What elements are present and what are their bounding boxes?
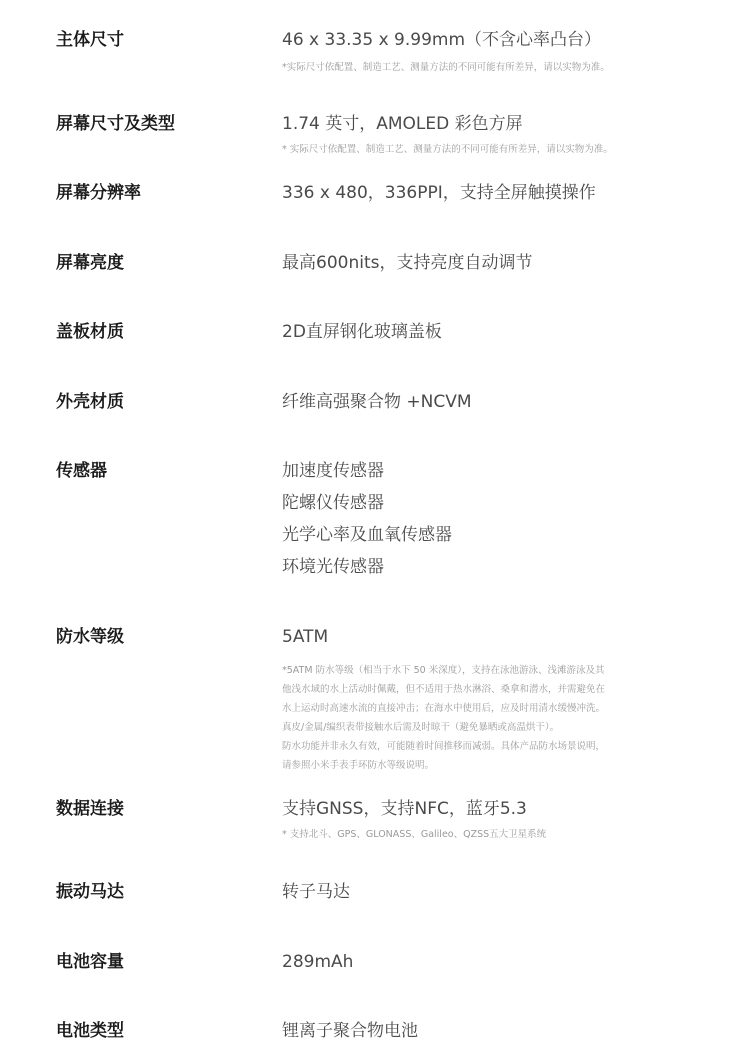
spec-label: 盖板材质 [56, 322, 124, 342]
spec-label: 屏幕亮度 [56, 253, 124, 273]
note-line: 请参照小米手表手环防水等级说明。 [282, 760, 435, 771]
spec-label: 振动马达 [56, 882, 124, 902]
spec-label: 主体尺寸 [56, 30, 124, 50]
list-item: 光学心率及血氧传感器 [282, 525, 452, 545]
list-item: 加速度传感器 [282, 461, 384, 481]
spec-note: *实际尺寸依配置、制造工艺、测量方法的不同可能有所差异，请以实物为准。 [282, 62, 610, 73]
list-item: 环境光传感器 [282, 557, 384, 577]
spec-value: 转子马达 [282, 882, 350, 902]
sensor-list [282, 455, 452, 583]
spec-label: 数据连接 [56, 799, 124, 819]
note-line: 水上运动时高速水流的直接冲击；在海水中使用后，应及时用清水缓慢冲洗。 [282, 703, 606, 714]
note-line: 真皮/金属/编织表带接触水后需及时晾干（避免暴晒或高温烘干）。 [282, 722, 560, 733]
note-line: 防水功能并非永久有效，可能随着时间推移而减弱。具体产品防水场景说明， [282, 741, 606, 752]
spec-label: 传感器 [56, 461, 107, 481]
spec-label: 电池类型 [56, 1021, 124, 1041]
spec-value: 46 x 33.35 x 9.99mm（不含心率凸台） [282, 30, 602, 50]
spec-label: 电池容量 [56, 952, 124, 972]
spec-value: 289mAh [282, 952, 354, 972]
spec-value: 2D直屏钢化玻璃盖板 [282, 322, 442, 342]
list-item: 陀螺仪传感器 [282, 493, 384, 513]
spec-label: 屏幕尺寸及类型 [56, 114, 175, 134]
spec-note: * 支持北斗、GPS、GLONASS、Galileo、QZSS五大卫星系统 [282, 829, 547, 840]
spec-label: 屏幕分辨率 [56, 183, 141, 203]
spec-value: 5ATM [282, 627, 329, 647]
spec-label: 外壳材质 [56, 392, 124, 412]
spec-label: 防水等级 [56, 627, 124, 647]
spec-value: 1.74 英寸，AMOLED 彩色方屏 [282, 114, 523, 134]
spec-note: * 实际尺寸依配置、制造工艺、测量方法的不同可能有所差异，请以实物为准。 [282, 144, 613, 155]
spec-value: 最高600nits，支持亮度自动调节 [282, 253, 533, 273]
note-line: *5ATM 防水等级（相当于水下 50 米深度），支持在泳池游泳、浅滩游泳及其 [282, 665, 605, 676]
note-line: 他浅水域的水上活动时佩戴，但不适用于热水淋浴、桑拿和潜水，并需避免在 [282, 684, 606, 695]
spec-value: 锂离子聚合物电池 [282, 1021, 418, 1041]
spec-value: 支持GNSS，支持NFC，蓝牙5.3 [282, 799, 527, 819]
spec-note [282, 661, 662, 775]
spec-value: 纤维高强聚合物 +NCVM [282, 392, 472, 412]
spec-value: 336 x 480，336PPI，支持全屏触摸操作 [282, 183, 596, 203]
